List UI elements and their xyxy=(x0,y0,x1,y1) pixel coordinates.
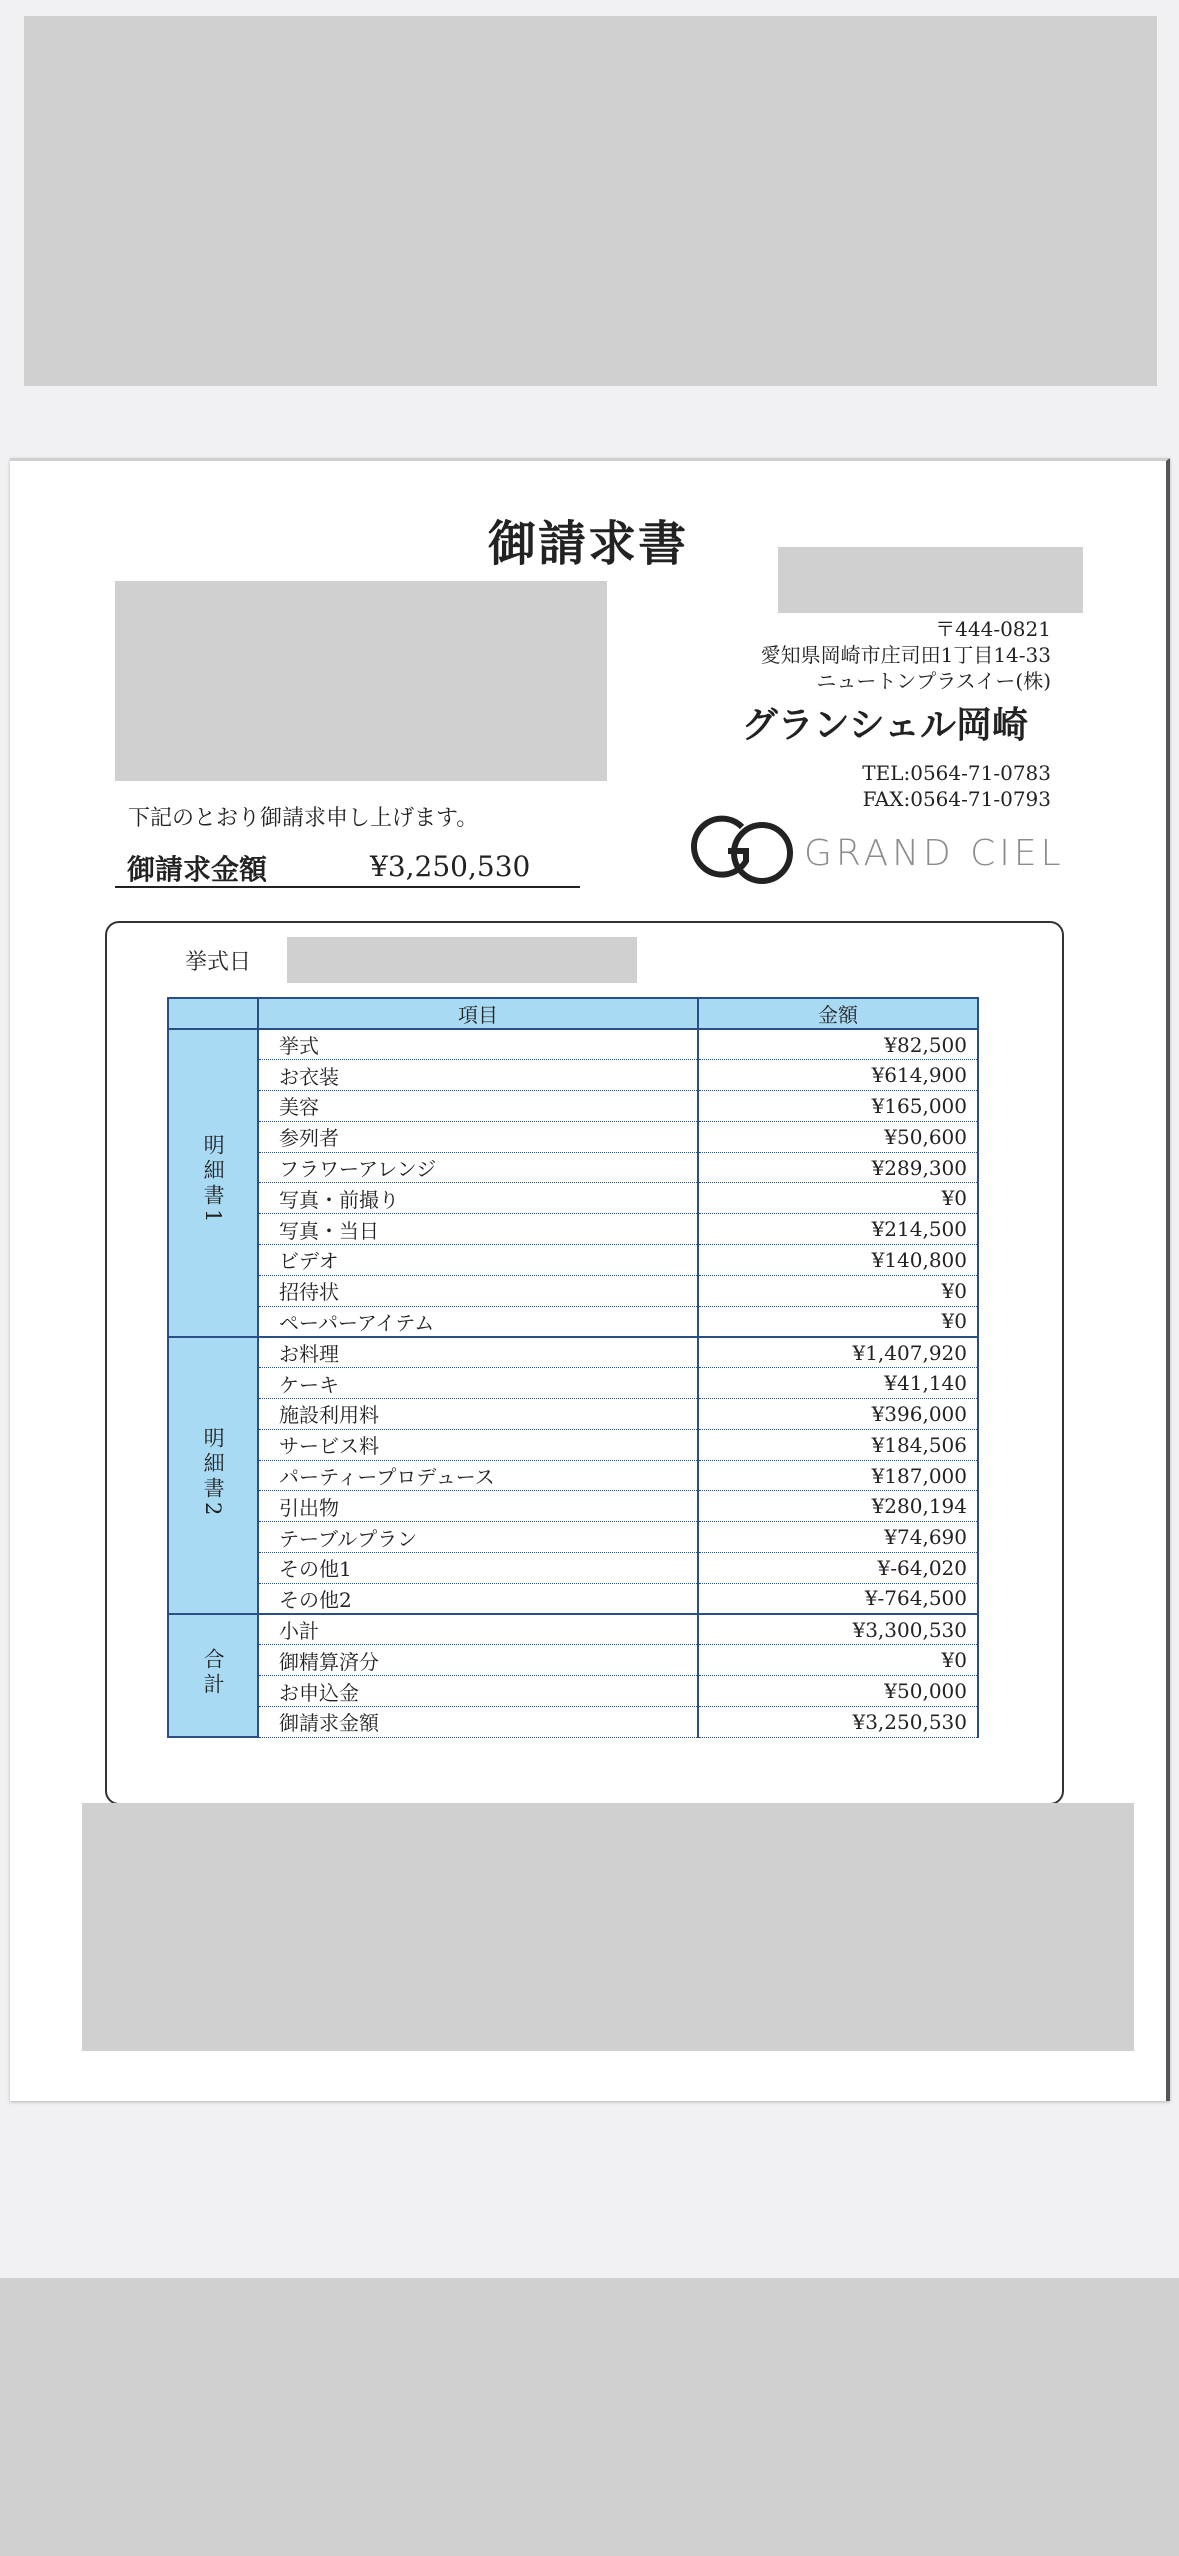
table-row xyxy=(168,1245,978,1276)
table-row xyxy=(168,1183,978,1214)
header-amount: 金額 xyxy=(698,998,978,1029)
item-cell: フラワーアレンジ xyxy=(258,1152,698,1183)
amount-cell: ¥614,900 xyxy=(698,1060,978,1091)
item-cell: ペーパーアイテム xyxy=(258,1306,698,1337)
amount-cell: ¥140,800 xyxy=(698,1245,978,1276)
amount-cell: ¥3,300,530 xyxy=(698,1614,978,1645)
table-row xyxy=(168,1707,978,1738)
amount-cell: ¥50,600 xyxy=(698,1121,978,1152)
item-cell: 小計 xyxy=(258,1614,698,1645)
invoice-notice: 下記のとおり御請求申し上げます。 xyxy=(128,806,479,831)
table-row xyxy=(168,1152,978,1183)
detail-frame xyxy=(105,921,1064,1805)
header-section xyxy=(168,998,258,1029)
section-label-cell xyxy=(168,1029,258,1337)
amount-cell: ¥0 xyxy=(698,1645,978,1676)
item-cell: テーブルプラン xyxy=(258,1522,698,1553)
amount-cell: ¥289,300 xyxy=(698,1152,978,1183)
table-row xyxy=(168,1214,978,1245)
amount-cell: ¥3,250,530 xyxy=(698,1707,978,1738)
table-row xyxy=(168,1306,978,1337)
item-cell: 引出物 xyxy=(258,1491,698,1522)
redacted-area-top xyxy=(24,16,1157,386)
issuer-postal-code: 〒444-0821 xyxy=(935,617,1051,641)
table-row xyxy=(168,1060,978,1091)
table-header-row xyxy=(168,998,978,1029)
amount-cell: ¥0 xyxy=(698,1275,978,1306)
item-cell: サービス料 xyxy=(258,1429,698,1460)
item-cell: 挙式 xyxy=(258,1029,698,1060)
amount-cell: ¥0 xyxy=(698,1183,978,1214)
amount-cell: ¥82,500 xyxy=(698,1029,978,1060)
table-row xyxy=(168,1091,978,1122)
amount-cell: ¥184,506 xyxy=(698,1429,978,1460)
issuer-address: 愛知県岡崎市庄司田1丁目14-33 xyxy=(760,643,1051,667)
section-label-cell xyxy=(168,1614,258,1737)
table-row xyxy=(168,1645,978,1676)
item-cell: 御精算済分 xyxy=(258,1645,698,1676)
amount-cell: ¥0 xyxy=(698,1306,978,1337)
document-title: 御請求書 xyxy=(487,516,688,572)
redacted-notes xyxy=(82,1803,1134,2051)
item-cell: 参列者 xyxy=(258,1121,698,1152)
item-cell: お料理 xyxy=(258,1337,698,1368)
redacted-recipient xyxy=(115,581,607,781)
amount-cell: ¥280,194 xyxy=(698,1491,978,1522)
section-label: 明細書2 xyxy=(201,1426,226,1520)
item-cell: その他1 xyxy=(258,1553,698,1584)
item-cell: 美容 xyxy=(258,1091,698,1122)
amount-cell: ¥-764,500 xyxy=(698,1583,978,1614)
table-row xyxy=(168,1522,978,1553)
item-cell: その他2 xyxy=(258,1583,698,1614)
table-row xyxy=(168,1676,978,1707)
item-cell: 御請求金額 xyxy=(258,1707,698,1738)
amount-cell: ¥165,000 xyxy=(698,1091,978,1122)
amount-cell: ¥41,140 xyxy=(698,1368,978,1399)
table-row xyxy=(168,1491,978,1522)
amount-cell: ¥187,000 xyxy=(698,1460,978,1491)
table-row xyxy=(168,1553,978,1584)
amount-cell: ¥396,000 xyxy=(698,1399,978,1430)
header-item: 項目 xyxy=(258,998,698,1029)
item-cell: 写真・当日 xyxy=(258,1214,698,1245)
table-row xyxy=(168,1029,978,1060)
total-amount-value: ¥3,250,530 xyxy=(370,850,531,883)
issuer-tel: TEL:0564-71-0783 xyxy=(862,761,1051,785)
issuer-fax: FAX:0564-71-0793 xyxy=(862,787,1051,811)
ceremony-date-label: 挙式日 xyxy=(185,950,252,975)
table-row xyxy=(168,1121,978,1152)
amount-cell: ¥74,690 xyxy=(698,1522,978,1553)
item-cell: お申込金 xyxy=(258,1676,698,1707)
item-cell: 招待状 xyxy=(258,1275,698,1306)
section-label: 明細書1 xyxy=(201,1134,226,1227)
item-cell: パーティープロデュース xyxy=(258,1460,698,1491)
item-cell: 施設利用料 xyxy=(258,1399,698,1430)
amount-cell: ¥214,500 xyxy=(698,1214,978,1245)
amount-cell: ¥-64,020 xyxy=(698,1553,978,1584)
invoice-page xyxy=(10,458,1170,2101)
amount-cell: ¥50,000 xyxy=(698,1676,978,1707)
amount-cell: ¥1,407,920 xyxy=(698,1337,978,1368)
item-cell: お衣装 xyxy=(258,1060,698,1091)
table-row xyxy=(168,1583,978,1614)
total-amount-label: 御請求金額 xyxy=(127,853,268,886)
table-row xyxy=(168,1399,978,1430)
total-amount-line xyxy=(115,846,580,888)
section-label: 合計 xyxy=(201,1648,226,1699)
item-cell: ビデオ xyxy=(258,1245,698,1276)
logo-text: GRAND CIEL xyxy=(804,833,1065,874)
redacted-ceremony-date xyxy=(287,937,637,983)
redacted-area-bottom xyxy=(0,2278,1179,2556)
table-row xyxy=(168,1429,978,1460)
grand-ciel-logo-icon xyxy=(690,809,800,889)
item-cell: 写真・前撮り xyxy=(258,1183,698,1214)
billing-table-body xyxy=(168,1029,978,1737)
table-row xyxy=(168,1368,978,1399)
table-row xyxy=(168,1275,978,1306)
item-cell: ケーキ xyxy=(258,1368,698,1399)
table-row xyxy=(168,1614,978,1645)
issuer-company: ニュートンプラスイー(株) xyxy=(816,669,1051,693)
section-label-cell xyxy=(168,1337,258,1614)
table-row xyxy=(168,1337,978,1368)
venue-name: グランシェル岡崎 xyxy=(741,704,1028,746)
table-row xyxy=(168,1460,978,1491)
redacted-stamp xyxy=(778,547,1083,613)
billing-table xyxy=(167,997,979,1738)
